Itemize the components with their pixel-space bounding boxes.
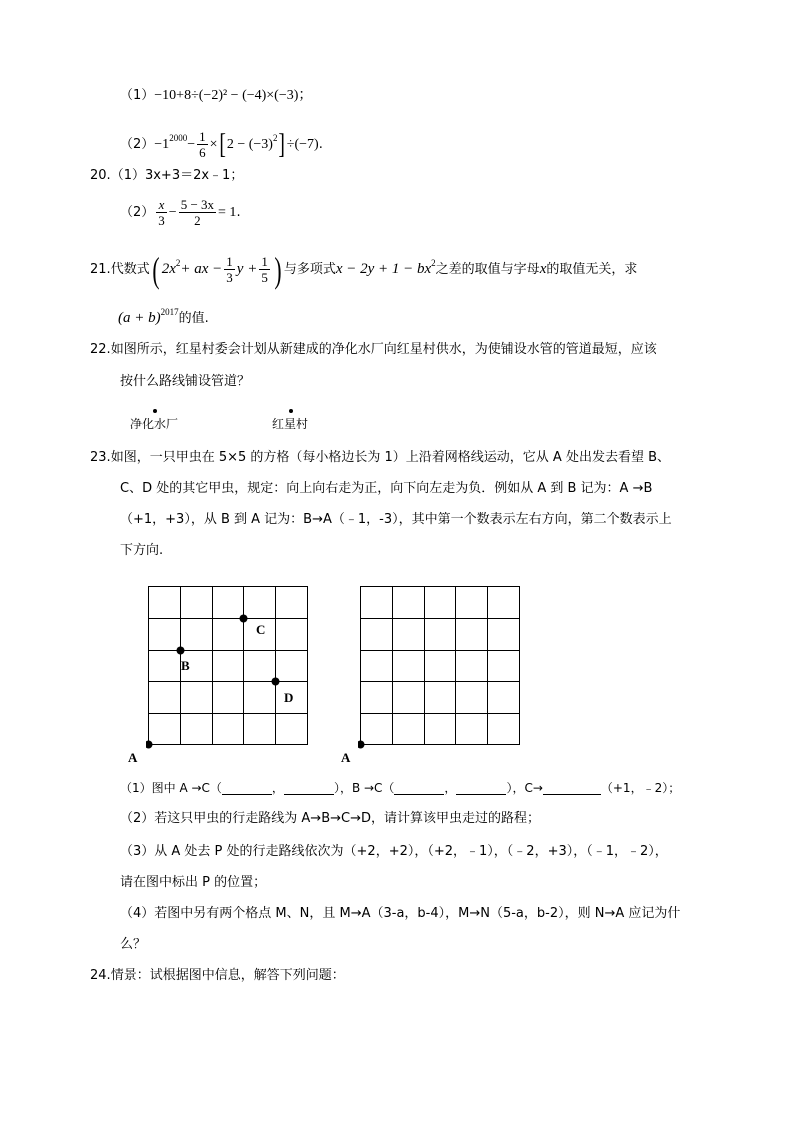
q24-number: 24. [90, 968, 111, 983]
fraction-denominator: 2 [194, 213, 201, 228]
q21-exponent-square: 2 [175, 258, 181, 268]
fraction-numerator: 1 [226, 254, 233, 269]
village-label: 红星村 [272, 417, 309, 431]
q23-sub1-e: ），C→ [506, 781, 543, 795]
water-plant-label: 净化水厂 [130, 417, 179, 431]
q23-line3 [120, 510, 672, 530]
q21-term-ax: + ax − [180, 261, 223, 277]
left-bracket: [ [218, 128, 226, 160]
q23-sub4-line2 [120, 935, 146, 955]
q24-line [90, 966, 345, 986]
q19-part1-label: （1） [120, 88, 155, 103]
fraction-denominator: 6 [199, 145, 206, 160]
q19-part2-times: × [209, 137, 218, 152]
q23-line2 [120, 479, 652, 499]
q19-part1 [120, 86, 312, 106]
point-b-label: B [181, 658, 190, 673]
q23-sub4-text-b: 么？ [120, 937, 147, 952]
point-a-label: A [128, 750, 138, 765]
q21-number: 21. [90, 262, 111, 277]
q24-text: 情景：试根据图中信息，解答下列问题： [110, 968, 345, 983]
q21-fraction-third [224, 254, 235, 285]
q20-part1 [90, 166, 243, 186]
q21-term-y: y + [236, 261, 258, 277]
point-d-marker [272, 678, 280, 686]
point-d-label: D [284, 690, 294, 705]
q23-text-line3: （+1，+3），从 B 到 A 记为：B→A（﹣1，-3），其中第一个数表示左右方向，第二个数表示上 [120, 512, 672, 527]
q23-line1 [90, 448, 670, 468]
q21-polynomial: x − 2y + 1 − bx [335, 261, 432, 277]
q20-fraction-1 [156, 197, 167, 228]
answer-blank-5[interactable] [543, 780, 601, 795]
left-grid [146, 584, 312, 750]
q19-part1-expression: −10+8÷(−2)² − (−4)×(−3)； [154, 88, 313, 103]
q20-minus: − [168, 205, 177, 220]
q23-sub1 [120, 778, 680, 798]
point-a2-marker [358, 741, 365, 749]
q23-line4 [120, 541, 163, 561]
fraction-denominator: 3 [158, 213, 165, 228]
q20-part1-equation: 3x+3＝2x﹣1； [144, 168, 244, 183]
q22-text-line1: 如图所示，红星村委会计划从新建成的净化水厂向红星村供水，为使铺设水管的管道最短，应该 [110, 342, 657, 357]
point-b-marker [177, 647, 185, 655]
q20-part1-label: （1） [110, 168, 145, 183]
q20-part2-label: （2） [120, 205, 155, 220]
answer-blank-1[interactable] [222, 780, 272, 795]
q23-sub1-a: （1）图中 A →C（ [120, 781, 222, 795]
q23-sub3-text-b: 请在图中标出 P 的位置； [120, 875, 267, 890]
q20-number: 20. [90, 168, 111, 183]
q23-sub1-b: ， [271, 781, 284, 795]
q22-line2 [120, 372, 250, 392]
answer-blank-3[interactable] [394, 780, 444, 795]
point-c-label: C [256, 622, 266, 637]
q21-fraction-fifth [259, 254, 270, 285]
point-a2-label: A [341, 750, 351, 765]
q23-sub3-line2 [120, 873, 266, 893]
q21-lead: 代数式 [110, 262, 150, 277]
q19-part2-fraction [197, 129, 208, 160]
q23-sub1-c: ），B →C（ [333, 781, 395, 795]
q19-part2-bracket-expr: 2 − (−3) [226, 137, 273, 152]
q21-line2-text: 的值. [178, 311, 209, 326]
q22-number: 22. [90, 342, 111, 357]
q21-line1 [90, 243, 637, 290]
q21-tail: 之差的取值与字母 [435, 262, 540, 277]
q23-text-line2: C、D 处的其它甲虫，规定：向上向右走为正，向下向左走为负．例如从 A 到 B 记为：A →B [120, 481, 653, 496]
water-plant-point [153, 409, 157, 413]
answer-blank-2[interactable] [284, 780, 334, 795]
right-paren: ) [274, 249, 282, 290]
q19-part2-minus: − [187, 137, 196, 152]
q21-mid: 与多项式 [283, 262, 336, 277]
q23-sub1-d: ， [444, 781, 457, 795]
q21-line2 [118, 302, 209, 329]
point-a-marker [146, 741, 153, 749]
q23-sub4-text-a: （4）若图中另有两个格点 M、N，且 M→A（3-a，b-4），M→N（5-a，b-2），则 N→A 应记为什 [120, 906, 681, 921]
q23-text-line1: 如图，一只甲虫在 5×5 的方格（每小格边长为 1）上沿着网格线运动，它从 A 处出发去看望 B、 [110, 450, 670, 465]
fraction-numerator: 1 [199, 129, 206, 144]
q23-sub2 [120, 809, 540, 829]
q22-line1 [90, 340, 657, 360]
q21-tail2: 的取值无关，求 [546, 262, 638, 277]
q19-part2-term: −1 [154, 137, 170, 152]
q21-exponent-2017: 2017 [160, 307, 179, 317]
q19-part2-end: . [318, 137, 323, 152]
fraction-denominator: 5 [261, 270, 268, 285]
village-point [289, 409, 293, 413]
q21-variable: x [539, 261, 547, 277]
q20-equals: = 1 [218, 205, 237, 220]
q23-sub4-line1 [120, 904, 680, 924]
q19-part2-exponent: 2000 [169, 133, 188, 143]
left-paren: ( [152, 249, 160, 290]
fraction-denominator: 3 [226, 270, 233, 285]
answer-blank-4[interactable] [456, 780, 506, 795]
q19-part2 [120, 124, 323, 160]
q23-sub3-line1 [120, 842, 668, 862]
right-grid [358, 584, 524, 750]
q19-part2-bracket-exponent: 2 [272, 133, 278, 143]
fraction-numerator: 5 − 3x [180, 197, 215, 212]
right-bracket: ] [278, 128, 286, 160]
q21-exponent-square-2: 2 [431, 258, 436, 268]
q23-sub3-text-a: （3）从 A 处去 P 处的行走路线依次为（+2，+2），（+2，﹣1），（﹣2，+3），（﹣1，﹣2）， [120, 844, 668, 859]
fraction-numerator: 1 [261, 254, 268, 269]
q22-text-line2: 按什么路线铺设管道？ [120, 374, 251, 389]
point-c-marker [240, 615, 248, 623]
q20-end: . [236, 205, 241, 220]
q23-number: 23. [90, 450, 111, 465]
q23-sub1-f: （+1，﹣2）； [600, 781, 681, 795]
q23-sub2-text: （2）若这只甲虫的行走路线为 A→B→C→D，请计算该甲虫走过的路程； [120, 811, 540, 826]
q20-part2 [120, 197, 241, 228]
q21-expression-ab: (a + b) [118, 310, 161, 326]
q19-part2-label: （2） [120, 137, 155, 152]
fraction-numerator: x [156, 197, 167, 213]
q21-term-2x: 2x [161, 261, 176, 277]
q20-fraction-2 [179, 197, 216, 228]
q19-part2-division: ÷(−7) [286, 137, 319, 152]
q23-text-line4: 下方向. [120, 543, 164, 558]
